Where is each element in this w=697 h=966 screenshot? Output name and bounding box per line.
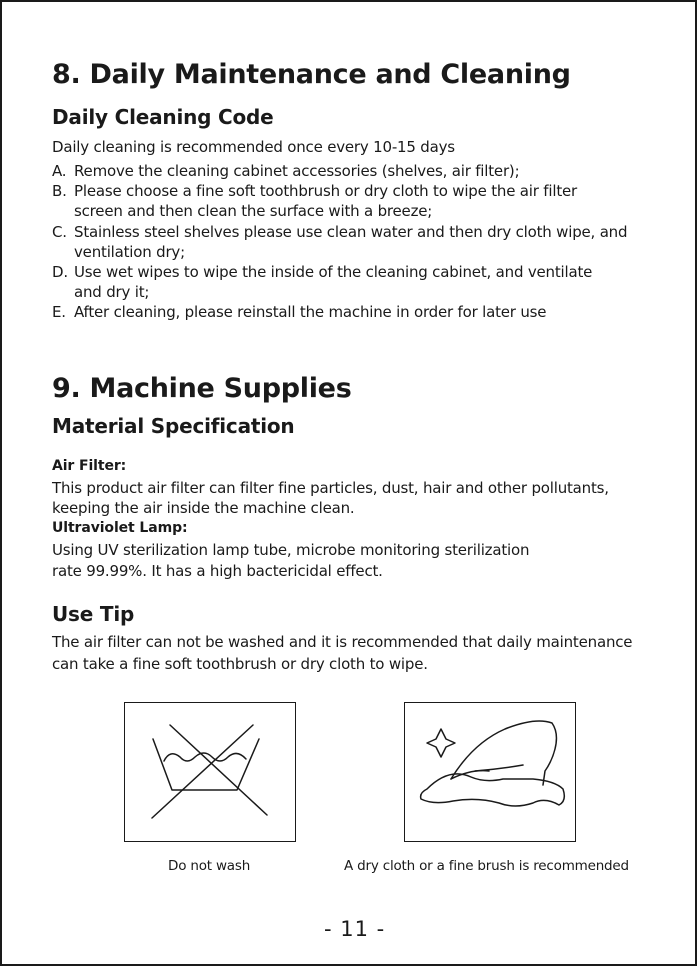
list-item-e (52, 303, 546, 321)
do-not-wash-icon (125, 703, 294, 840)
do-not-wash-caption: Do not wash (168, 858, 251, 874)
list-item-text: Please choose a fine soft toothbrush or dry cloth to wipe the air filter (74, 182, 577, 200)
list-letter: C. (52, 223, 67, 241)
list-item-text: Remove the cleaning cabinet accessories (shelves, air filter); (74, 162, 520, 180)
air-filter-text-line-2: keeping the air inside the machine clean. (52, 499, 355, 517)
list-letter: A. (52, 162, 67, 180)
list-item-a (52, 162, 519, 180)
list-letter: E. (52, 303, 66, 321)
dry-cloth-icon (405, 703, 574, 840)
list-item-c-continued: ventilation dry; (74, 243, 185, 261)
section-8-subtitle: Daily Cleaning Code (52, 105, 274, 129)
page-number: - 11 - (324, 917, 386, 941)
dry-cloth-caption: A dry cloth or a fine brush is recommended (344, 858, 629, 874)
cleaning-frequency-text: Daily cleaning is recommended once every 10-15 days (52, 138, 455, 156)
section-9-subtitle: Material Specification (52, 414, 295, 438)
list-item-text: After cleaning, please reinstall the machine in order for later use (74, 303, 547, 321)
list-item-b-continued: screen and then clean the surface with a breeze; (74, 202, 433, 220)
list-letter: B. (52, 182, 67, 200)
use-tip-text-line-1: The air filter can not be washed and it is recommended that daily maintenance (52, 633, 633, 651)
use-tip-text-line-2: can take a fine soft toothbrush or dry cloth to wipe. (52, 655, 428, 673)
list-item-text: Stainless steel shelves please use clean water and then dry cloth wipe, and (74, 223, 628, 241)
list-item-b (52, 182, 577, 200)
list-item-d-continued: and dry it; (74, 283, 150, 301)
section-8-title: 8. Daily Maintenance and Cleaning (52, 59, 571, 90)
air-filter-text-line-1: This product air filter can filter fine particles, dust, hair and other pollutants, (52, 479, 609, 497)
uv-lamp-text-line-2: rate 99.99%. It has a high bactericidal effect. (52, 562, 383, 580)
list-item-text: Use wet wipes to wipe the inside of the cleaning cabinet, and ventilate (74, 263, 593, 281)
do-not-wash-figure (124, 702, 296, 842)
list-item-c (52, 223, 627, 241)
dry-cloth-figure (404, 702, 576, 842)
air-filter-label: Air Filter: (52, 458, 127, 474)
uv-lamp-label: Ultraviolet Lamp: (52, 520, 188, 536)
list-item-d (52, 263, 592, 281)
use-tip-title: Use Tip (52, 602, 135, 626)
section-9-title: 9. Machine Supplies (52, 373, 352, 404)
uv-lamp-text-line-1: Using UV sterilization lamp tube, microbe monitoring sterilization (52, 541, 530, 559)
list-letter: D. (52, 263, 68, 281)
